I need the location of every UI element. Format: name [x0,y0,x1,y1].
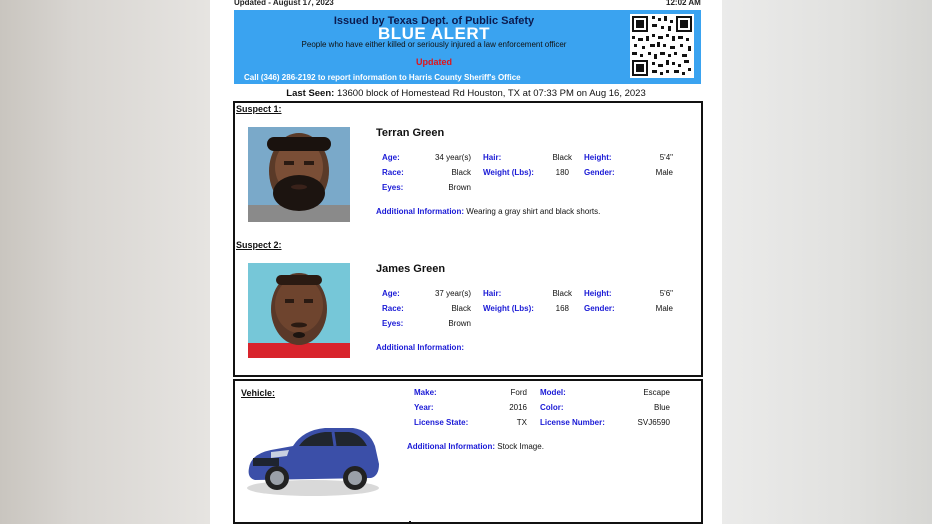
vehicle-make: Ford [510,388,527,397]
alert-status: Updated [416,57,452,67]
alert-document [210,0,722,524]
suspect-1-weight: 180 [555,168,569,177]
suspect-1-weight-label: Weight (Lbs): [483,168,534,177]
suspect-2-weight: 168 [555,304,569,313]
suspect-2-hair-label: Hair: [483,289,502,298]
vehicle-color: Blue [653,403,670,412]
updated-time: 12:02 AM [666,0,701,7]
vehicle-additional-text: Stock Image. [497,442,544,451]
suspect-1-name: Terran Green [376,127,445,139]
vehicle-additional-label: Additional Information: [407,442,495,451]
last-seen-label: Last Seen: [286,88,335,99]
suspect-2-age-label: Age: [382,289,400,298]
vehicle-heading: Vehicle: [241,388,276,398]
suspect-2-heading: Suspect 2: [236,240,282,250]
suspect-1-photo [248,127,350,222]
vehicle-state: TX [516,418,527,427]
suspect-1-gender: Male [655,168,673,177]
qr-code[interactable] [630,14,694,78]
vehicle-model: Escape [643,388,670,397]
vehicle-year: 2016 [509,403,527,412]
vehicle-plate-label: License Number: [540,418,605,427]
call-to-report: Call (346) 286-2192 to report information to Harris County Sheriff's Office [244,73,521,82]
suspect-2-additional-label: Additional Information: [376,343,464,352]
suspect-2-gender-label: Gender: [584,304,615,313]
suspect-1-hair: Black [552,153,572,162]
suspect-1-eyes: Brown [448,183,471,192]
suspect-2-gender: Male [655,304,673,313]
background-right [722,0,932,524]
suspect-2-weight-label: Weight (Lbs): [483,304,534,313]
suspect-1-height: 5'4" [659,153,673,162]
vehicle-color-label: Color: [540,403,564,412]
background-left [0,0,210,524]
vehicle-year-label: Year: [414,403,434,412]
suspect-1-heading: Suspect 1: [236,104,282,114]
vehicle-model-label: Model: [540,388,566,397]
suspect-2-race-label: Race: [382,304,404,313]
suspect-2-hair: Black [552,289,572,298]
issued-by: Issued by Texas Dept. of Public Safety [333,15,535,27]
suspect-2-age: 37 year(s) [434,289,471,298]
suspect-1-additional [376,207,600,216]
alert-description: People who have either killed or seriously injured a law enforcement officer [301,40,567,49]
suspect-1-hair-label: Hair: [483,153,502,162]
suspect-1-age-label: Age: [382,153,400,162]
suspect-1-gender-label: Gender: [584,168,615,177]
vehicle-state-label: License State: [414,418,469,427]
suspect-2-additional [376,343,464,352]
updated-date: Updated - August 17, 2023 [234,0,334,7]
vehicle-plate: SVJ6590 [637,418,670,427]
suspect-2-height: 5'6" [659,289,673,298]
suspect-1-additional-text: Wearing a gray shirt and black shorts. [466,207,601,216]
suspects-section [233,101,703,377]
vehicle-photo [241,406,385,506]
suspect-1-eyes-label: Eyes: [382,183,404,192]
last-seen-text: 13600 block of Homestead Rd Houston, TX at 07:33 PM on Aug 16, 2023 [336,88,646,99]
vehicle-make-label: Make: [414,388,437,397]
last-seen [210,88,722,99]
suspect-2-eyes-label: Eyes: [382,319,404,328]
suspect-1-race-label: Race: [382,168,404,177]
suspect-2-eyes: Brown [448,319,471,328]
blue-alert-banner [234,10,701,84]
suspect-1-additional-label: Additional Information: [376,207,464,216]
suspect-2-photo [248,263,350,358]
vehicle-section [233,379,703,524]
suspect-1-age: 34 year(s) [434,153,471,162]
suspect-1-race: Black [451,168,471,177]
suspect-2-race: Black [451,304,471,313]
alert-title: BLUE ALERT [377,24,491,43]
suspect-2-name: James Green [376,263,446,275]
suspect-2-height-label: Height: [584,289,612,298]
vehicle-additional [407,442,544,451]
suspect-1-height-label: Height: [584,153,612,162]
